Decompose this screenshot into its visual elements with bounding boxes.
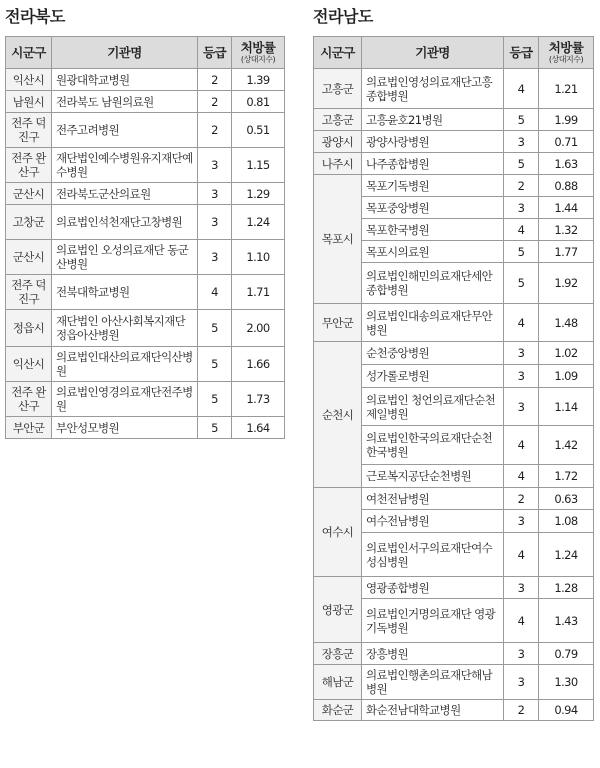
hospital-name-cell: 의료법인영경의료재단전주병원 <box>52 382 198 417</box>
region-cell: 군산시 <box>6 240 52 275</box>
grade-cell: 5 <box>198 382 232 417</box>
jeonbuk-table <box>5 36 285 439</box>
table-row <box>6 183 285 205</box>
hospital-name-cell: 여수전남병원 <box>362 510 504 533</box>
region-cell: 부안군 <box>6 417 52 439</box>
rate-cell: 1.24 <box>539 533 594 577</box>
rate-cell: 1.10 <box>232 240 285 275</box>
table-row <box>6 148 285 183</box>
header-name: 기관명 <box>52 37 198 69</box>
region-cell: 남원시 <box>6 91 52 113</box>
hospital-name-cell: 의료법인거명의료재단 영광기독병원 <box>362 599 504 643</box>
hospital-name-cell: 목포기독병원 <box>362 175 504 197</box>
region-cell: 광양시 <box>314 131 362 153</box>
table-row <box>6 382 285 417</box>
rate-cell: 1.24 <box>232 205 285 240</box>
rate-cell: 1.42 <box>539 426 594 465</box>
table-row <box>314 175 594 197</box>
hospital-name-cell: 의료법인서구의료재단여수성심병원 <box>362 533 504 577</box>
rate-cell: 1.29 <box>232 183 285 205</box>
grade-cell: 3 <box>504 643 539 665</box>
table-row <box>6 347 285 382</box>
table-row <box>6 310 285 347</box>
jeonnam-table <box>313 36 594 721</box>
hospital-name-cell: 의료법인영성의료재단고흥종합병원 <box>362 69 504 109</box>
grade-cell: 2 <box>504 488 539 510</box>
jeonnam-panel <box>313 4 593 721</box>
rate-cell: 1.72 <box>539 465 594 488</box>
rate-cell: 0.81 <box>232 91 285 113</box>
rate-cell: 1.99 <box>539 109 594 131</box>
hospital-name-cell: 의료법인해민의료재단세안종합병원 <box>362 263 504 304</box>
hospital-name-cell: 의료법인 오성의료재단 동군산병원 <box>52 240 198 275</box>
rate-cell: 2.00 <box>232 310 285 347</box>
rate-cell: 0.94 <box>539 700 594 721</box>
rate-cell: 1.30 <box>539 665 594 700</box>
region-cell: 목포시 <box>314 175 362 304</box>
table-row <box>6 240 285 275</box>
hospital-name-cell: 전주고려병원 <box>52 113 198 148</box>
rate-cell: 1.15 <box>232 148 285 183</box>
rate-cell: 0.88 <box>539 175 594 197</box>
grade-cell: 3 <box>504 365 539 388</box>
rate-cell: 1.48 <box>539 304 594 342</box>
hospital-name-cell: 고흥윤호21병원 <box>362 109 504 131</box>
hospital-name-cell: 목포중앙병원 <box>362 197 504 219</box>
region-cell: 전주 덕진구 <box>6 113 52 148</box>
rate-cell: 1.32 <box>539 219 594 241</box>
table-row <box>314 131 594 153</box>
table-row <box>6 91 285 113</box>
grade-cell: 4 <box>504 599 539 643</box>
rate-cell: 1.73 <box>232 382 285 417</box>
hospital-name-cell: 의료법인석천재단고창병원 <box>52 205 198 240</box>
hospital-name-cell: 의료법인행촌의료재단해남병원 <box>362 665 504 700</box>
region-cell: 전주 덕진구 <box>6 275 52 310</box>
hospital-name-cell: 장흥병원 <box>362 643 504 665</box>
grade-cell: 5 <box>198 417 232 439</box>
rate-cell: 1.21 <box>539 69 594 109</box>
rate-cell: 1.02 <box>539 342 594 365</box>
grade-cell: 2 <box>198 113 232 148</box>
region-cell: 익산시 <box>6 69 52 91</box>
rate-cell: 1.77 <box>539 241 594 263</box>
region-cell: 해남군 <box>314 665 362 700</box>
grade-cell: 3 <box>198 148 232 183</box>
header-rate <box>539 37 594 69</box>
hospital-name-cell: 재단법인예수병원유지재단예수병원 <box>52 148 198 183</box>
header-region: 시군구 <box>6 37 52 69</box>
grade-cell: 4 <box>504 533 539 577</box>
hospital-name-cell: 전라북도 남원의료원 <box>52 91 198 113</box>
hospital-name-cell: 의료법인 청언의료재단순천제일병원 <box>362 388 504 426</box>
header-grade: 등급 <box>198 37 232 69</box>
rate-cell: 1.39 <box>232 69 285 91</box>
rate-cell: 0.71 <box>539 131 594 153</box>
table-row <box>314 342 594 365</box>
rate-cell: 0.51 <box>232 113 285 148</box>
table-row <box>314 577 594 599</box>
region-cell: 영광군 <box>314 577 362 643</box>
region-cell: 군산시 <box>6 183 52 205</box>
grade-cell: 2 <box>504 175 539 197</box>
header-grade: 등급 <box>504 37 539 69</box>
grade-cell: 2 <box>198 69 232 91</box>
grade-cell: 4 <box>504 304 539 342</box>
hospital-name-cell: 근로복지공단순천병원 <box>362 465 504 488</box>
rate-cell: 0.63 <box>539 488 594 510</box>
table-row <box>314 488 594 510</box>
grade-cell: 3 <box>504 388 539 426</box>
rate-cell: 1.08 <box>539 510 594 533</box>
grade-cell: 2 <box>504 700 539 721</box>
hospital-name-cell: 재단법인 아산사회복지재단 정읍아산병원 <box>52 310 198 347</box>
table-row <box>314 700 594 721</box>
rate-cell: 1.43 <box>539 599 594 643</box>
hospital-name-cell: 화순전남대학교병원 <box>362 700 504 721</box>
header-rate-label: 처방률 <box>240 40 276 55</box>
region-cell: 고흥군 <box>314 69 362 109</box>
rate-cell: 1.14 <box>539 388 594 426</box>
rate-cell: 1.44 <box>539 197 594 219</box>
region-cell: 화순군 <box>314 700 362 721</box>
grade-cell: 3 <box>504 197 539 219</box>
header-region: 시군구 <box>314 37 362 69</box>
grade-cell: 5 <box>198 310 232 347</box>
rate-cell: 1.63 <box>539 153 594 175</box>
region-cell: 나주시 <box>314 153 362 175</box>
jeonnam-title: 전라남도 <box>313 7 373 26</box>
table-row <box>6 275 285 310</box>
table-row <box>314 665 594 700</box>
region-cell: 여수시 <box>314 488 362 577</box>
header-rate-label: 처방률 <box>548 40 584 55</box>
jeonbuk-title: 전라북도 <box>5 7 65 26</box>
grade-cell: 3 <box>504 510 539 533</box>
rate-cell: 1.71 <box>232 275 285 310</box>
grade-cell: 3 <box>504 131 539 153</box>
hospital-name-cell: 의료법인대송의료재단무안병원 <box>362 304 504 342</box>
table-row <box>314 304 594 342</box>
hospital-name-cell: 전북대학교병원 <box>52 275 198 310</box>
region-cell: 익산시 <box>6 347 52 382</box>
table-row <box>314 69 594 109</box>
region-cell: 장흥군 <box>314 643 362 665</box>
grade-cell: 3 <box>198 240 232 275</box>
grade-cell: 5 <box>198 347 232 382</box>
rate-cell: 1.92 <box>539 263 594 304</box>
hospital-name-cell: 성가롤로병원 <box>362 365 504 388</box>
grade-cell: 3 <box>504 665 539 700</box>
grade-cell: 2 <box>198 91 232 113</box>
region-cell: 무안군 <box>314 304 362 342</box>
region-cell: 순천시 <box>314 342 362 488</box>
region-cell: 고창군 <box>6 205 52 240</box>
grade-cell: 4 <box>504 465 539 488</box>
rate-cell: 1.64 <box>232 417 285 439</box>
hospital-name-cell: 목포한국병원 <box>362 219 504 241</box>
table-row <box>314 153 594 175</box>
hospital-name-cell: 영광종합병원 <box>362 577 504 599</box>
region-cell: 정읍시 <box>6 310 52 347</box>
grade-cell: 5 <box>504 153 539 175</box>
header-rate-sub: (상대지수) <box>548 55 584 64</box>
table-row <box>314 643 594 665</box>
hospital-name-cell: 목포시의료원 <box>362 241 504 263</box>
rate-cell: 0.79 <box>539 643 594 665</box>
rate-cell: 1.09 <box>539 365 594 388</box>
grade-cell: 4 <box>504 426 539 465</box>
jeonbuk-header-row <box>6 37 285 69</box>
hospital-name-cell: 전라북도군산의료원 <box>52 183 198 205</box>
grade-cell: 4 <box>504 69 539 109</box>
hospital-name-cell: 원광대학교병원 <box>52 69 198 91</box>
hospital-name-cell: 광양사랑병원 <box>362 131 504 153</box>
grade-cell: 3 <box>198 183 232 205</box>
region-cell: 고흥군 <box>314 109 362 131</box>
table-row <box>6 113 285 148</box>
hospital-name-cell: 여천전남병원 <box>362 488 504 510</box>
grade-cell: 3 <box>504 577 539 599</box>
header-rate-sub: (상대지수) <box>240 55 276 64</box>
hospital-name-cell: 의료법인대산의료재단익산병원 <box>52 347 198 382</box>
region-cell: 전주 완산구 <box>6 148 52 183</box>
grade-cell: 4 <box>198 275 232 310</box>
hospital-name-cell: 나주종합병원 <box>362 153 504 175</box>
grade-cell: 5 <box>504 263 539 304</box>
hospital-name-cell: 의료법인한국의료재단순천한국병원 <box>362 426 504 465</box>
region-cell: 전주 완산구 <box>6 382 52 417</box>
rate-cell: 1.28 <box>539 577 594 599</box>
table-row <box>6 69 285 91</box>
grade-cell: 5 <box>504 241 539 263</box>
grade-cell: 3 <box>198 205 232 240</box>
header-rate <box>232 37 285 69</box>
table-row <box>6 205 285 240</box>
table-row <box>6 417 285 439</box>
grade-cell: 3 <box>504 342 539 365</box>
hospital-name-cell: 부안성모병원 <box>52 417 198 439</box>
grade-cell: 4 <box>504 219 539 241</box>
jeonnam-header-row <box>314 37 594 69</box>
grade-cell: 5 <box>504 109 539 131</box>
table-row <box>314 109 594 131</box>
rate-cell: 1.66 <box>232 347 285 382</box>
hospital-name-cell: 순천중앙병원 <box>362 342 504 365</box>
jeonbuk-panel <box>5 4 284 439</box>
header-name: 기관명 <box>362 37 504 69</box>
